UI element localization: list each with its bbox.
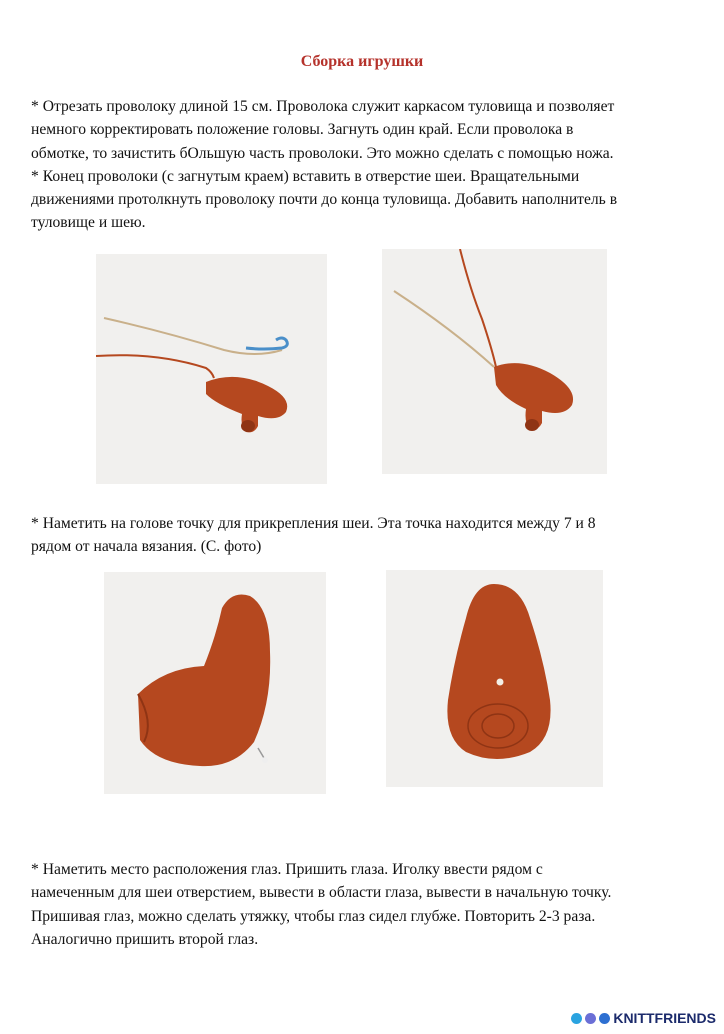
text-line: * Наметить на голове точку для прикрепления шеи. Эта точка находится между 7 и 8 [31,515,596,532]
text-line: * Отрезать проволоку длиной 15 см. Проволока служит каркасом туловища и позволяет [31,98,615,115]
brand-name: KNITTFRIENDS [613,1010,716,1026]
telegram-icon [571,1013,582,1024]
paragraph-neck-point [31,512,701,559]
text-line: Аналогично пришить второй глаз. [31,930,259,948]
text-line: Пришивая глаз, можно сделать утяжку, чтобы глаз сидел глубже. Повторить 2-3 раза. [31,907,596,925]
text-line: немного корректировать положение головы. Загнуть один край. Если проволока в [31,121,574,139]
text-line: обмотке, то зачистить бОльшую часть проволоки. Это можно сделать с помощью ножа. [31,144,614,162]
paragraph-eyes-instructions [31,858,701,951]
paragraph-wire-instructions [31,95,701,235]
text-line: туловище и шею. [31,214,146,232]
vk-icon [599,1013,610,1024]
photo-head-front-view [386,570,603,787]
text-line: движениями протолкнуть проволоку почти до конца туловища. Добавить наполнитель в [31,191,618,209]
circle-icon [585,1013,596,1024]
text-line: * Конец проволоки (с загнутым краем) вставить в отверстие шеи. Вращательными [31,167,580,185]
text-line: рядом от начала вязания. (С. фото) [31,538,262,556]
page-title: Сборка игрушки [300,53,424,70]
photo-body-with-wire-inserted [382,249,607,474]
photo-body-with-wire-needle [96,254,327,484]
text-line: намеченным для шеи отверстием, вывести в области глаза, вывести в начальную точку. [31,884,612,902]
footer-brand [571,1010,716,1026]
text-line: * Наметить место расположения глаз. Пришить глаза. Иголку ввести рядом с [31,861,543,878]
photo-head-side-view [104,572,326,794]
